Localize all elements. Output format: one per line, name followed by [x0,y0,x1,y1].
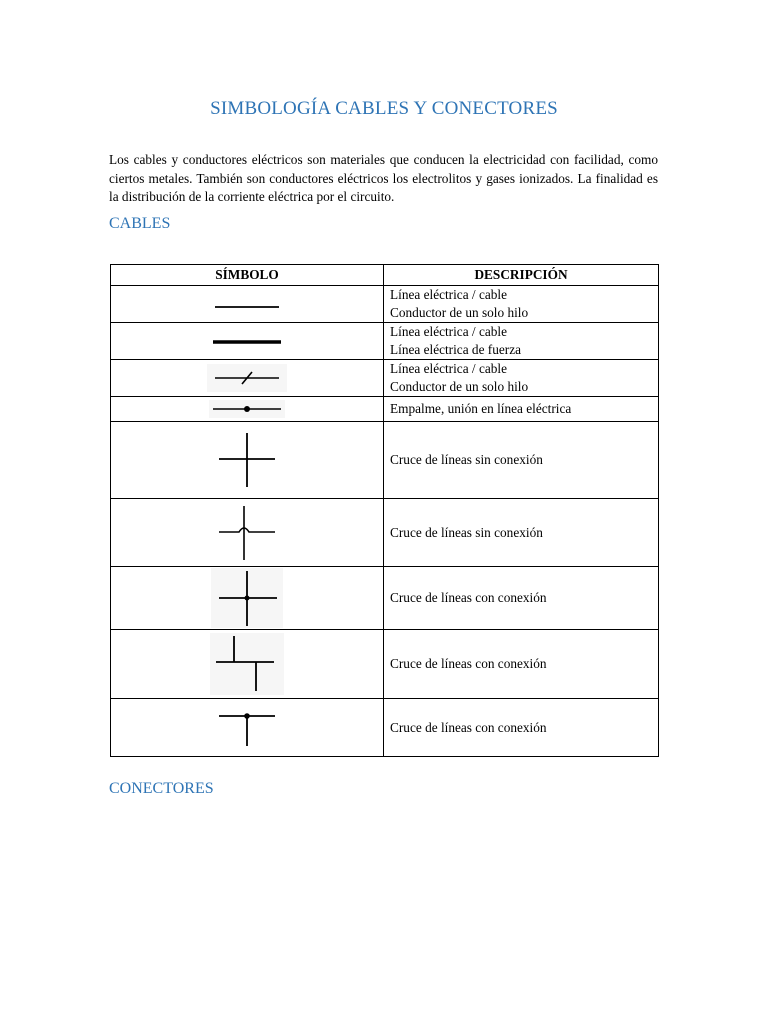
table-row [111,630,659,699]
description-line: Línea eléctrica / cable [390,287,508,302]
symbols-table [110,264,659,757]
description-line: Línea eléctrica / cable [390,324,508,339]
description-line: Línea eléctrica de fuerza [390,342,522,357]
description-line: Cruce de líneas con conexión [390,656,547,671]
header-description: DESCRIPCIÓN [384,265,659,286]
description-line: Cruce de líneas sin conexión [390,524,543,540]
table-row [111,286,659,323]
table-row [111,567,659,630]
cross-with-dot-icon [211,568,283,628]
cross-no-connection-icon [217,431,277,489]
table-row [111,323,659,360]
table-row [111,699,659,757]
table-row [111,499,659,567]
hop-over-crossing-icon [217,504,277,562]
table-row [111,422,659,499]
section-heading-cables: CABLES [109,215,171,232]
table-row [111,397,659,422]
description-line: Conductor de un solo hilo [390,379,529,394]
description-line: Línea eléctrica / cable [390,361,508,376]
description-line: Conductor de un solo hilo [390,305,529,320]
table-header-row [111,265,659,286]
description-line: Empalme, unión en línea eléctrica [390,401,572,416]
table-row [111,360,659,397]
section-heading-conectores: CONECTORES [109,780,214,797]
slashed-line-icon [207,364,287,392]
description-line: Cruce de líneas con conexión [390,719,547,735]
intro-paragraph: Los cables y conductores eléctricos son materiales que conducen la electricidad con facilidad, como ciertos metales. También son conductores eléctricos los electrolitos y gases ionizados. La finalidad es la distribución de la corriente eléctrica por el circuito. [109,152,658,204]
offset-tee-icon [210,633,284,695]
line-dot-junction-icon [209,400,285,418]
header-symbol: SÍMBOLO [111,265,384,286]
thick-line-icon [207,331,287,351]
thin-line-icon [207,294,287,314]
page-title: SIMBOLOGÍA CABLES Y CONECTORES [210,98,558,119]
description-line: Cruce de líneas con conexión [390,590,547,605]
tee-with-dot-icon [215,708,279,748]
description-line: Cruce de líneas sin conexión [390,452,543,467]
